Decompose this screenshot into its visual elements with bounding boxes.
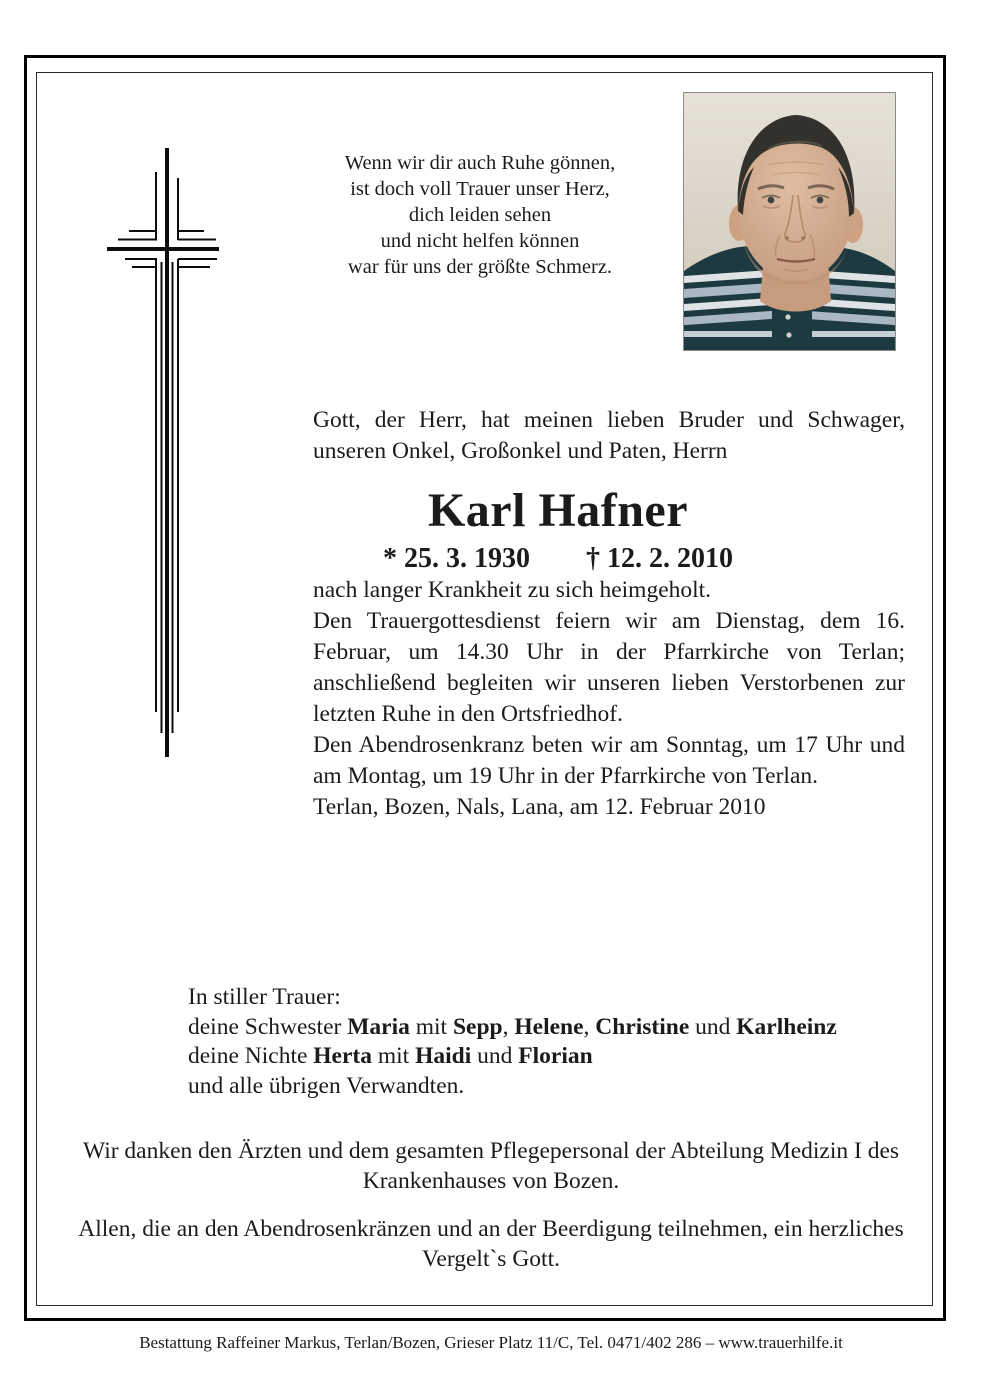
mourner-name: Haidi	[415, 1043, 472, 1069]
mourner-name: Florian	[518, 1043, 593, 1069]
announcement-intro: Gott, der Herr, hat meinen lieben Bruder und Schwager, unseren Onkel, Großonkel und Paten, Herrn	[313, 407, 905, 464]
portrait-photo	[683, 92, 896, 351]
funeral-service-paragraph: Den Trauergottesdienst feiern wir am Dienstag, dem 16. Februar, um 14.30 Uhr in der Pfarrkirche von Terlan; anschließend begleiten wir unseren lieben Verstorbenen zur letzten Ruhe in den Ortsfriedhof.	[313, 608, 905, 727]
thanks-attendees: Allen, die an den Abendrosenkränzen und an der Beerdigung teilnehmen, ein herzliches Vergelt`s Gott.	[78, 1216, 904, 1272]
death-date: † 12. 2. 2010	[586, 543, 733, 574]
announcement-column	[313, 405, 905, 823]
memorial-verse	[270, 150, 690, 280]
rosary-paragraph: Den Abendrosenkranz beten wir am Sonntag, um 17 Uhr und am Montag, um 19 Uhr in der Pfarrkirche von Terlan.	[313, 732, 905, 789]
memorial-cross-icon	[100, 145, 225, 765]
mourning-text: deine Nichte	[188, 1043, 314, 1069]
mourning-title: In stiller Trauer:	[188, 984, 341, 1010]
mourning-family-block	[188, 983, 888, 1101]
portrait-photo-graphic	[684, 93, 895, 350]
mourning-text: und	[471, 1043, 519, 1069]
mourner-name: Christine	[595, 1013, 690, 1040]
announcement-closing: nach langer Krankheit zu sich heimgeholt.	[313, 577, 712, 603]
funeral-home-footer: Bestattung Raffeiner Markus, Terlan/Bozen, Grieser Platz 11/C, Tel. 0471/402 286 – www.trauerhilfe.it	[139, 1333, 843, 1352]
verse-line: war für uns der größte Schmerz.	[347, 256, 613, 278]
mourning-text: und	[689, 1013, 737, 1040]
mourning-text: deine Schwester	[188, 1013, 348, 1040]
mourner-name: Maria	[347, 1013, 410, 1040]
mourning-text: ,	[583, 1013, 596, 1040]
mourner-name: Herta	[313, 1043, 372, 1069]
mourner-name: Karlheinz	[736, 1013, 837, 1040]
deceased-name-block	[313, 483, 803, 575]
mourning-text: ,	[502, 1013, 515, 1040]
life-dates	[313, 543, 803, 575]
verse-line: Wenn wir dir auch Ruhe gönnen,	[344, 152, 616, 174]
mourner-name: Sepp	[452, 1013, 503, 1040]
mourning-line	[188, 1042, 888, 1072]
mourner-name: Helene	[514, 1013, 584, 1040]
place-and-date-line: Terlan, Bozen, Nals, Lana, am 12. Februar 2010	[313, 794, 766, 820]
mourning-text: mit	[372, 1043, 416, 1069]
thanks-block	[40, 1136, 942, 1274]
mourning-line: und alle übrigen Verwandten.	[188, 1072, 465, 1099]
birth-date: * 25. 3. 1930	[383, 543, 530, 574]
mourning-text: mit	[409, 1013, 453, 1040]
verse-line: und nicht helfen können	[380, 230, 580, 252]
mourning-line	[188, 1013, 888, 1043]
deceased-name: Karl Hafner	[427, 484, 689, 537]
verse-line: ist doch voll Trauer unser Herz,	[350, 178, 610, 200]
thanks-doctors: Wir danken den Ärzten und dem gesamten Pflegepersonal der Abteilung Medizin I des Krankenhauses von Bozen.	[82, 1138, 900, 1194]
verse-line: dich leiden sehen	[408, 204, 552, 226]
